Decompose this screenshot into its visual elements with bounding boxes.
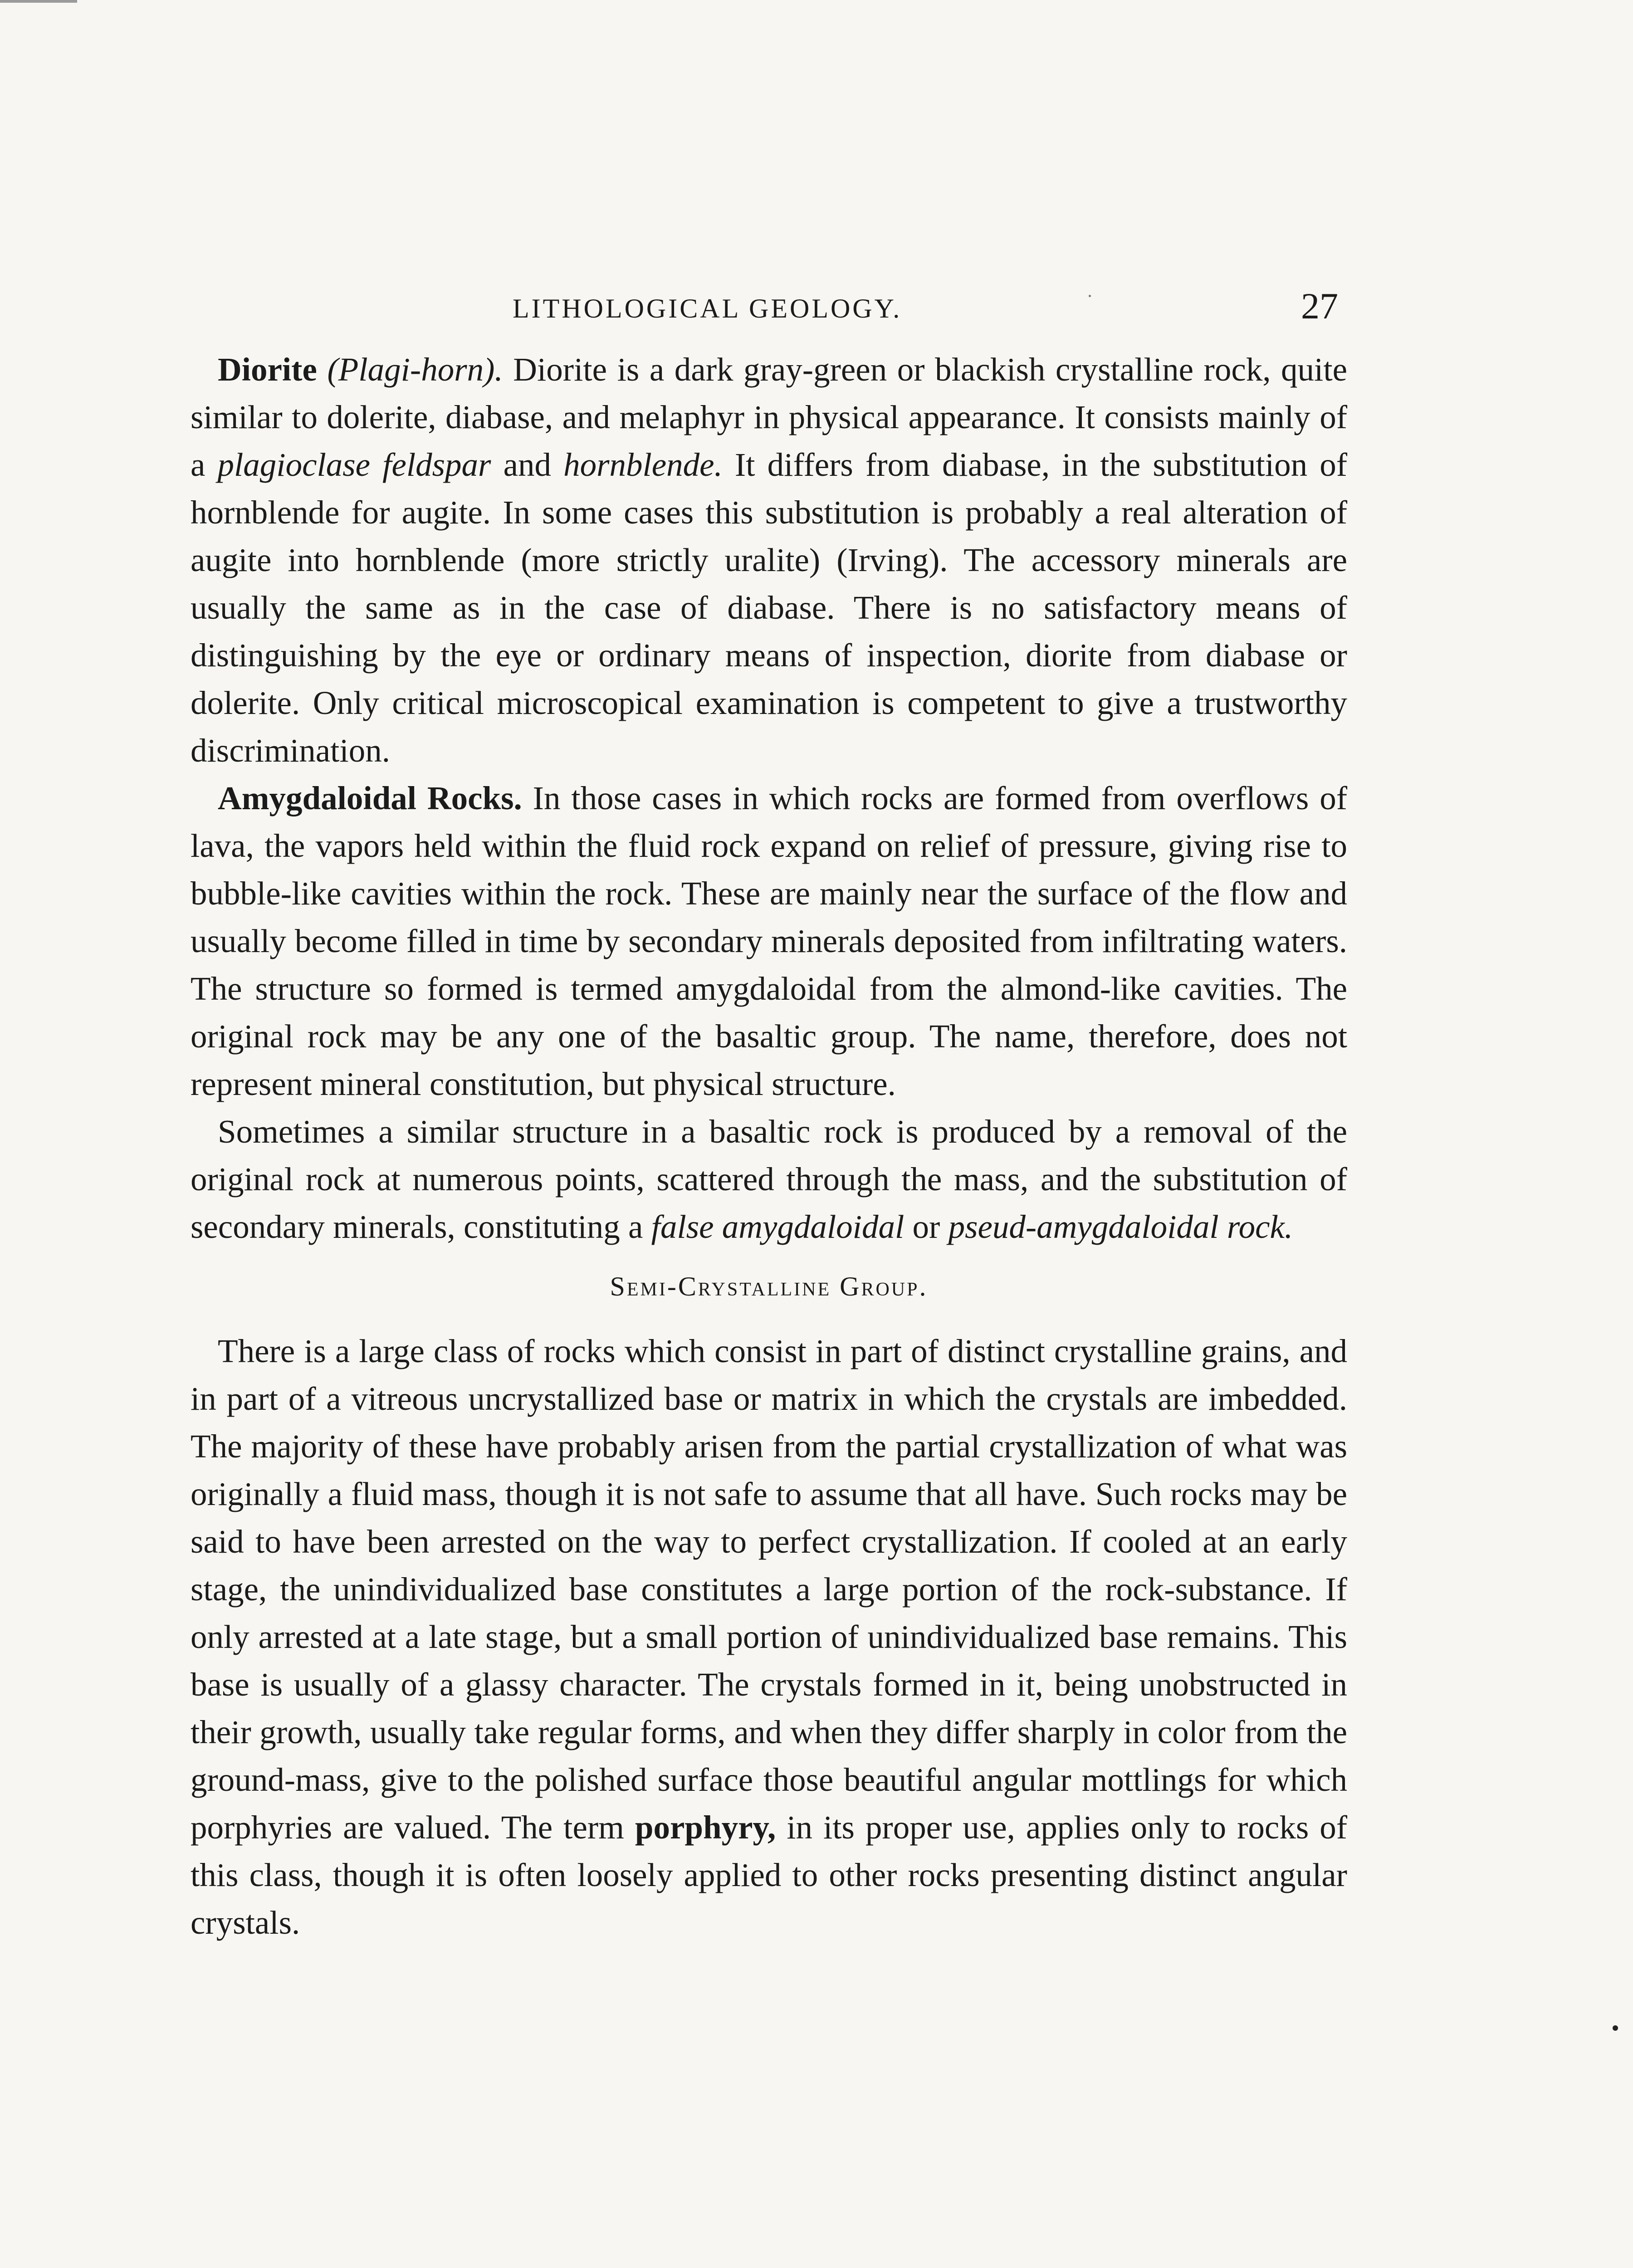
italic-run: hornblende. (563, 446, 723, 483)
text-run: In those cases in which rocks are formed from overflows of lava, the vapors held within the fluid rock expand on relief of pressure, giving rise to bubble-like cavities within the rock. These are mainly near the surface of the flow and usually become filled in time by secondary minerals deposited from infiltrating waters. The structure so formed is termed amygdaloidal from the almond-like cavities. The original rock may be any one of the basaltic group. The name, therefore, does not represent mineral constitution, but physical structure. (191, 780, 1347, 1102)
running-title: LITHOLOGICAL GEOLOGY. (513, 293, 902, 323)
paragraph-diorite (191, 346, 1347, 774)
running-header (191, 281, 1347, 336)
term-porphyry: porphyry, (635, 1809, 776, 1846)
scan-edge-mark (0, 0, 77, 3)
italic-run: pseud-amygdaloidal rock. (948, 1208, 1293, 1245)
text-run: It differs from diabase, in the substitution of hornblende for augite. In some cases this substitution is probably a real alteration of augite into hornblende (more strictly uralite) (Irving). The accessory minerals are usually the same as in the case of diabase. There is no satisfactory means of distinguishing by the eye or ordinary means of inspection, diorite from diabase or dolerite. Only critical microscopical examination is competent to give a trustworthy discrimination. (191, 446, 1347, 769)
term-diorite: Diorite (218, 351, 317, 388)
text-run: Sometimes a similar structure in a basaltic rock is produced by a removal of the original rock at numerous points, scattered through the mass, and the substitution of secondary minerals, constituting a (191, 1113, 1347, 1245)
paragraph-semi-crystalline (191, 1327, 1347, 1946)
text-run: or (904, 1208, 949, 1245)
italic-run: plagioclase feldspar (217, 446, 491, 483)
page-number: 27 (1301, 285, 1338, 327)
text-run: and (491, 446, 564, 483)
term-amygdaloidal: Amygdaloidal Rocks. (218, 780, 522, 816)
italic-run: false amygdaloidal (651, 1208, 905, 1245)
section-heading: Semi-Crystalline Group. (610, 1271, 928, 1301)
text-run: There is a large class of rocks which consist in part of distinct crystalline grains, and in part of a vitreous uncrystallized base or matrix in which the crystals are imbedded. The majority of these have probably arisen from the partial crystallization of what was originally a fluid mass, though it is not safe to assume that all have. Such rocks may be said to have been arrested on the way to perfect crystallization. If cooled at an early stage, the unindividualized base constitutes a large portion of the rock-substance. If only arrested at a late stage, but a small portion of unindividualized base remains. This base is usually of a glassy character. The crystals formed in it, being unobstructed in their growth, usually take regular forms, and when they differ sharply in color from the ground-mass, give to the polished surface those beautiful angular mottlings for which porphyries are valued. The term (191, 1333, 1347, 1846)
book-page (191, 281, 1347, 1946)
term-diorite-etymology: (Plagi-horn). (327, 351, 503, 388)
text-run: in its proper use, applies only to rocks of this class, though it is often loosely applied to other rocks presenting distinct angular crystals. (191, 1809, 1347, 1941)
paragraph-pseud-amygdaloidal (191, 1108, 1347, 1251)
paragraph-amygdaloidal (191, 774, 1347, 1108)
scan-speck (1613, 2025, 1618, 2031)
text-run: Diorite is a dark gray-green or blackish crystalline rock, quite similar to dolerite, diabase, and melaphyr in physical appearance. It consists mainly of a (191, 351, 1348, 483)
